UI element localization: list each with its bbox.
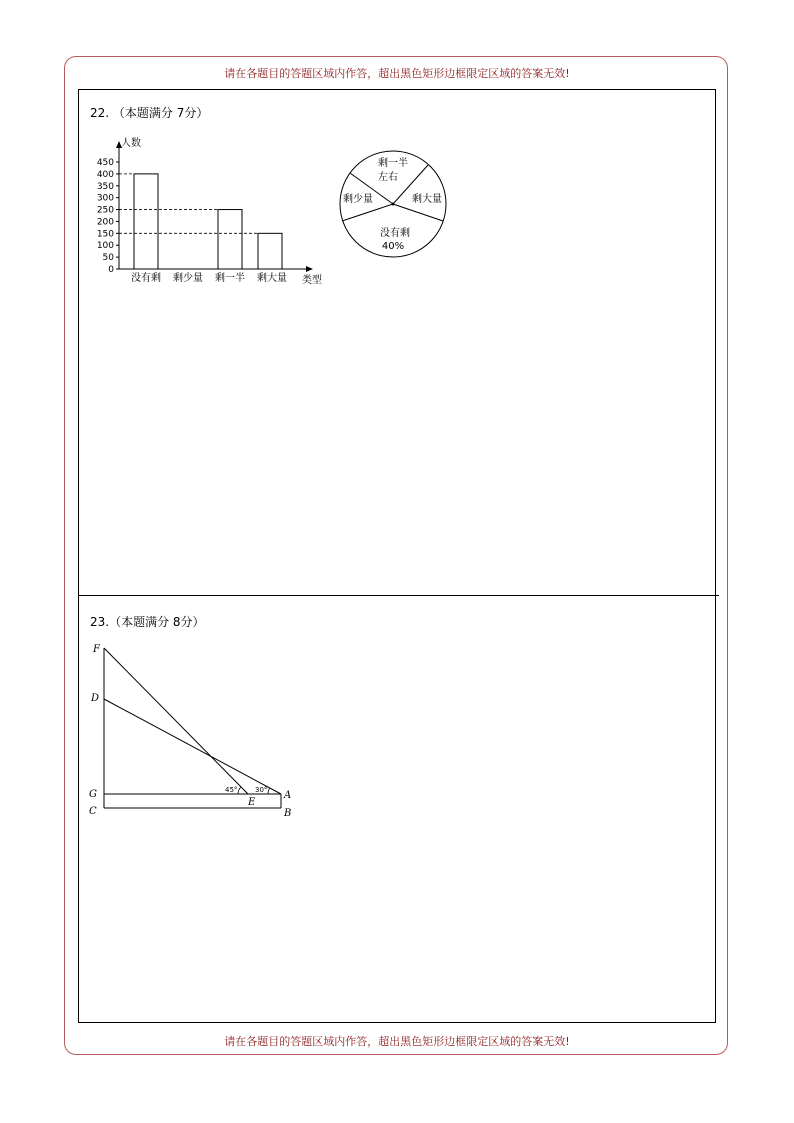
point-A: A (284, 790, 292, 801)
x-axis-arrow (306, 266, 313, 272)
q22-pie-chart (330, 145, 460, 265)
angle-arc-45 (238, 787, 241, 794)
x-tick-label: 剩少量 (173, 273, 203, 284)
bar (218, 210, 242, 269)
point-C: C (89, 806, 97, 817)
x-axis-label: 类型 (302, 275, 322, 286)
pie-label-half: 剩一半 (378, 158, 408, 169)
pie-center (392, 203, 395, 206)
angle-arc-30 (268, 788, 270, 794)
y-tick-label: 400 (96, 169, 114, 180)
pie-label-little: 剩少量 (343, 194, 373, 205)
pie-label-none: 没有剩 (380, 228, 410, 239)
angle-label-45: 45° (225, 786, 238, 794)
q22-bar-chart (84, 132, 334, 292)
y-tick-label: 450 (96, 158, 114, 168)
x-tick-label: 剩大量 (257, 273, 287, 284)
pie-label-much: 剩大量 (412, 194, 442, 205)
point-B: B (284, 808, 292, 819)
point-D: D (91, 693, 100, 704)
point-F: F (93, 644, 100, 655)
pie-label-none-pct: 40% (381, 241, 405, 252)
y-tick-label: 50 (102, 253, 114, 264)
bar (258, 233, 282, 269)
segment-DA (104, 699, 281, 794)
y-axis-label: 人数 (121, 138, 141, 149)
segment-FE (104, 648, 248, 794)
warning-footer: 请在各题目的答题区域内作答，超出黑色矩形边框限定区域的答案无效! (224, 1035, 570, 1048)
q22-title: 22. （本题满分 7分） (90, 106, 209, 120)
question-divider (78, 595, 719, 596)
y-tick-label: 150 (96, 229, 114, 240)
y-tick-label: 300 (96, 193, 114, 204)
q23-title: 23.（本题满分 8分） (90, 615, 205, 629)
pie-label-half-2: 左右 (378, 172, 398, 183)
y-tick-label: 350 (96, 181, 114, 192)
warning-header: 请在各题目的答题区域内作答，超出黑色矩形边框限定区域的答案无效! (224, 67, 570, 80)
q23-geometry-figure (85, 638, 300, 823)
bar (134, 174, 158, 269)
angle-label-30: 30° (255, 786, 268, 794)
x-tick-label: 剩一半 (215, 273, 245, 284)
pie-divider-4 (342, 204, 393, 221)
point-E: E (248, 797, 256, 808)
y-tick-label: 0 (108, 265, 114, 275)
y-tick-label: 200 (96, 217, 114, 228)
y-tick-label: 100 (96, 241, 114, 252)
y-tick-label: 250 (96, 205, 114, 216)
x-tick-label: 没有剩 (131, 273, 161, 284)
point-G: G (89, 789, 97, 800)
pie-divider-3 (393, 204, 443, 221)
